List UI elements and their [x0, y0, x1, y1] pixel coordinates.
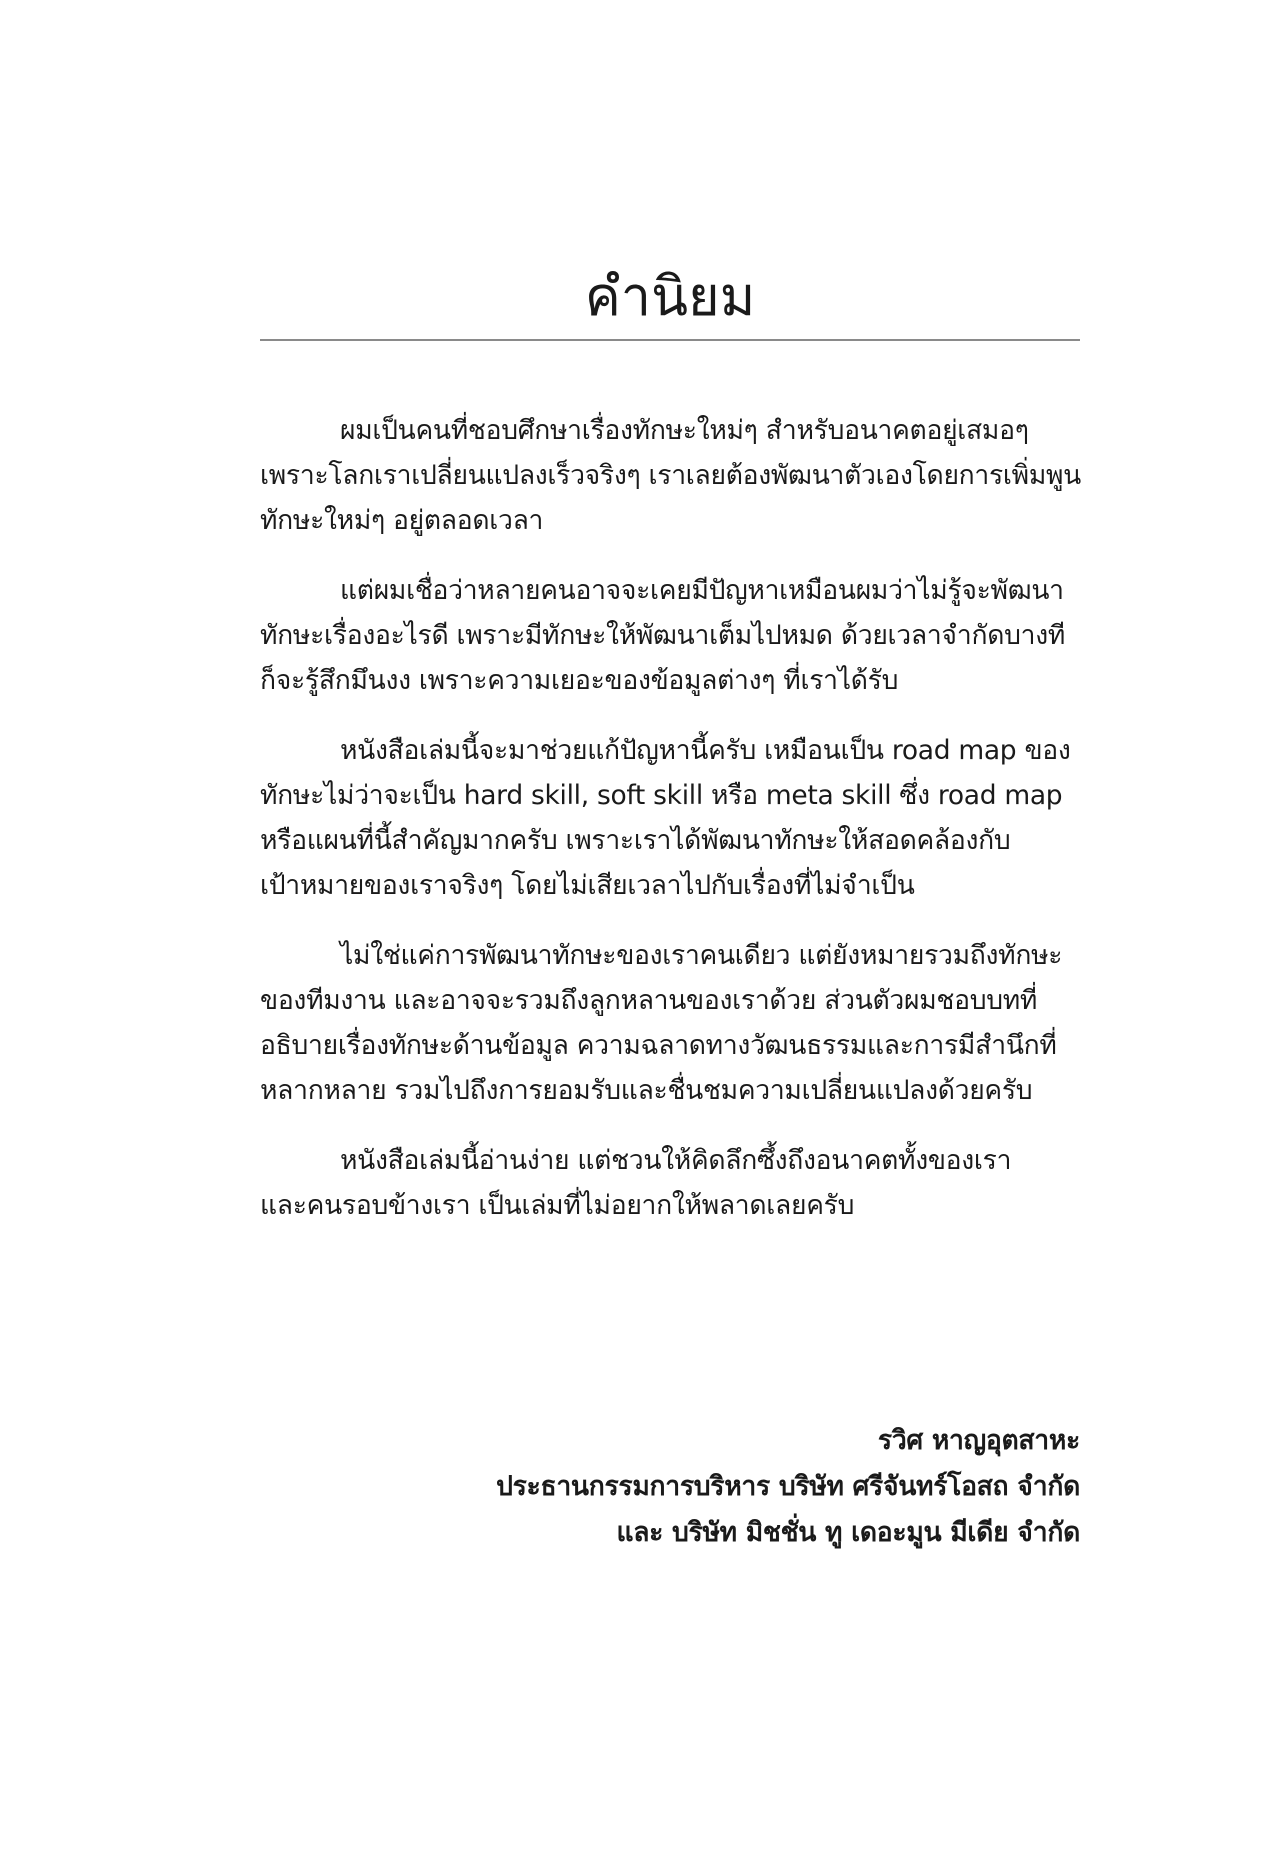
paragraph-line: แต่ผมเชื่อว่าหลายคนอาจจะเคยมีปัญหาเหมือนผมว่าไม่รู้จะพัฒนา	[340, 575, 1064, 606]
paragraph-line: ทักษะเรื่องอะไรดี เพราะมีทักษะให้พัฒนาเต็มไปหมด ด้วยเวลาจำกัดบางที	[260, 620, 1066, 651]
paragraph-line: ทักษะใหม่ๆ อยู่ตลอดเวลา	[260, 505, 544, 536]
paragraph-line: ไม่ใช่แค่การพัฒนาทักษะของเราคนเดียว แต่ยังหมายรวมถึงทักษะ	[340, 940, 1063, 971]
foreword-body	[260, 408, 1080, 1253]
paragraph-line: หนังสือเล่มนี้อ่านง่าย แต่ชวนให้คิดลึกซึ้งถึงอนาคตทั้งของเรา	[340, 1145, 1012, 1176]
title-divider	[260, 339, 1080, 341]
signature-block	[260, 1418, 1080, 1556]
paragraph-line: หนังสือเล่มนี้จะมาช่วยแก้ปัญหานี้ครับ เหมือนเป็น road map ของ	[340, 735, 1071, 766]
signature-name: รวิศ หาญอุตสาหะ	[877, 1425, 1080, 1456]
paragraph-line: ผมเป็นคนที่ชอบศึกษาเรื่องทักษะใหม่ๆ สำหรับอนาคตอยู่เสมอๆ	[340, 415, 1029, 446]
page-title: คำนิยม	[584, 265, 756, 328]
paragraph-5	[260, 1138, 1080, 1228]
paragraph-line: อธิบายเรื่องทักษะด้านข้อมูล ความฉลาดทางวัฒนธรรมและการมีสำนึกที่	[260, 1030, 1057, 1061]
page	[260, 0, 1080, 1867]
signature-company: และ บริษัท มิชชั่น ทู เดอะมูน มีเดีย จำกัด	[616, 1517, 1080, 1548]
paragraph-2	[260, 568, 1080, 703]
paragraph-3	[260, 728, 1080, 908]
paragraph-line: และคนรอบข้างเรา เป็นเล่มที่ไม่อยากให้พลาดเลยครับ	[260, 1190, 855, 1221]
paragraph-line: หรือแผนที่นี้สำคัญมากครับ เพราะเราได้พัฒนาทักษะให้สอดคล้องกับ	[260, 825, 1011, 856]
paragraph-4	[260, 933, 1080, 1113]
paragraph-line: เป้าหมายของเราจริงๆ โดยไม่เสียเวลาไปกับเรื่องที่ไม่จำเป็น	[260, 870, 915, 901]
paragraph-line: ก็จะรู้สึกมึนงง เพราะความเยอะของข้อมูลต่างๆ ที่เราได้รับ	[260, 665, 899, 696]
paragraph-line: เพราะโลกเราเปลี่ยนแปลงเร็วจริงๆ เราเลยต้องพัฒนาตัวเองโดยการเพิ่มพูน	[260, 460, 1082, 491]
paragraph-line: ของทีมงาน และอาจจะรวมถึงลูกหลานของเราด้วย ส่วนตัวผมชอบบทที่	[260, 985, 1038, 1016]
paragraph-line: หลากหลาย รวมไปถึงการยอมรับและชื่นชมความเปลี่ยนแปลงด้วยครับ	[260, 1075, 1033, 1106]
paragraph-1	[260, 408, 1080, 543]
signature-position: ประธานกรรมการบริหาร บริษัท ศรีจันทร์โอสถ จำกัด	[496, 1471, 1080, 1502]
paragraph-line: ทักษะไม่ว่าจะเป็น hard skill, soft skill หรือ meta skill ซึ่ง road map	[260, 780, 1063, 811]
